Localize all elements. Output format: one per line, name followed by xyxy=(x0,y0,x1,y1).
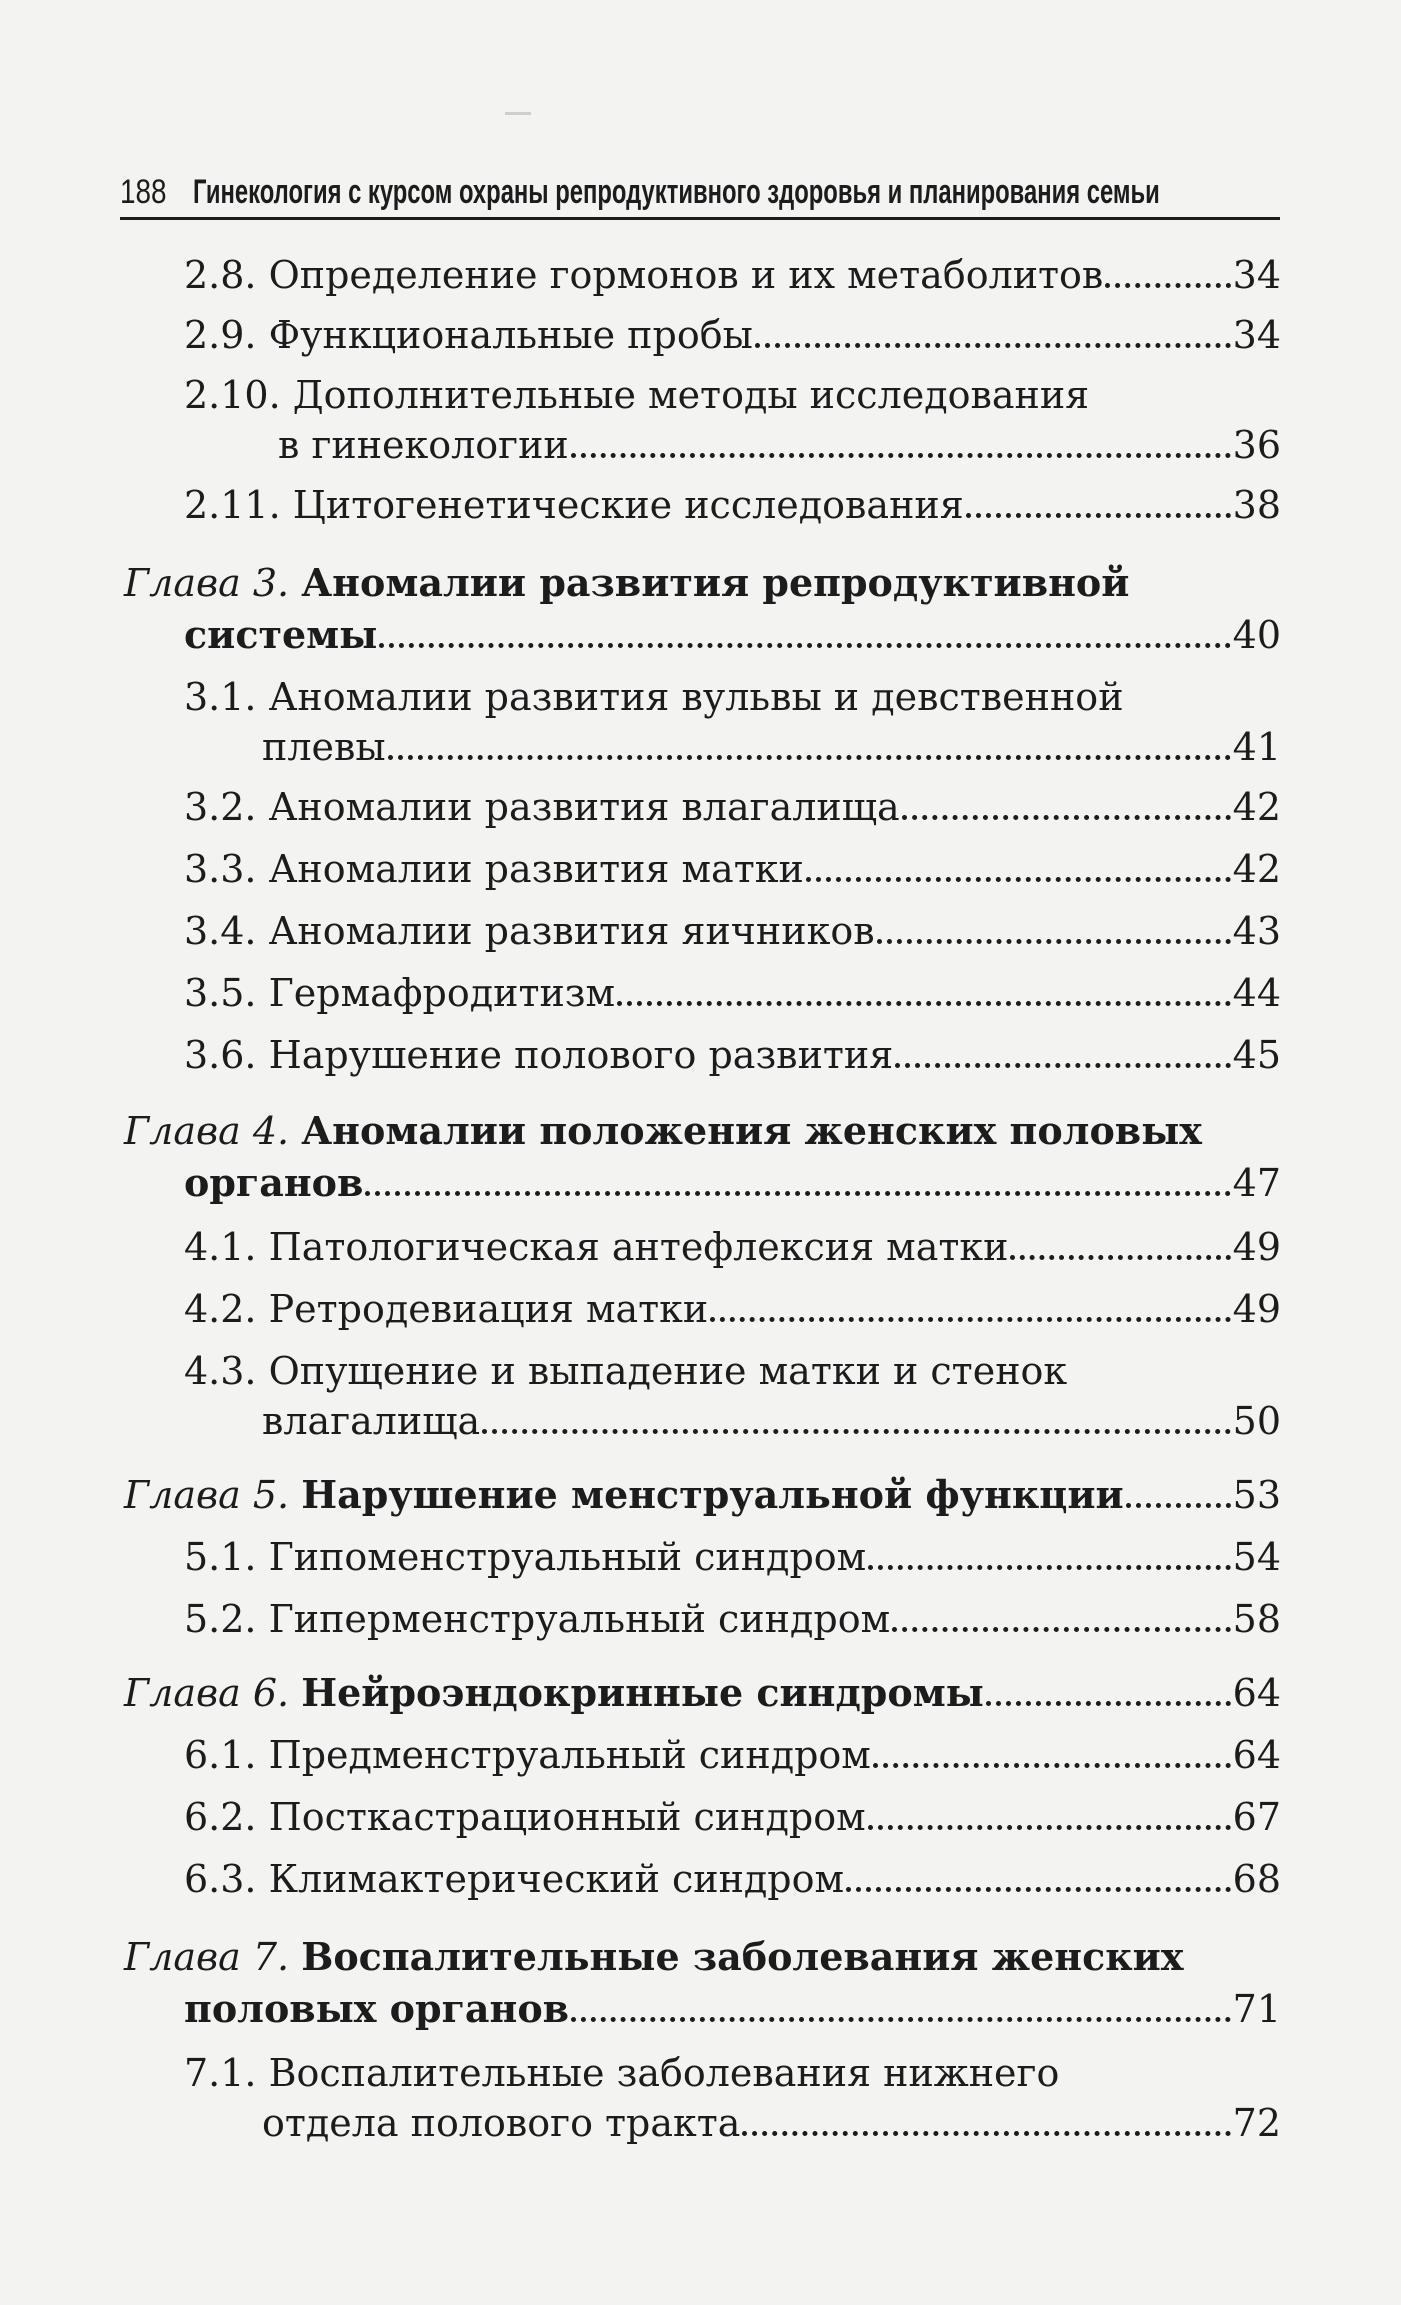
toc-entry: 7.1. Воспалительные заболевания нижнего xyxy=(184,2051,1060,2095)
running-title: Гинекология с курсом охраны репродуктивного здоровья и планирования семьи xyxy=(192,173,1160,211)
running-header xyxy=(120,160,1280,212)
toc-entry: 3.2. Аномалии развития влагалища 42 xyxy=(184,785,1281,829)
toc-chapter: Глава 6. Нейроэндокринные синдромы 64 xyxy=(124,1670,1281,1715)
toc-entry: 3.6. Нарушение полового развития 45 xyxy=(184,1033,1281,1077)
toc-entry: 3.4. Аномалии развития яичников 43 xyxy=(184,909,1281,953)
toc-entry: 5.2. Гиперменструальный синдром 58 xyxy=(184,1597,1281,1641)
toc-chapter-continuation: системы 40 xyxy=(184,612,1281,657)
toc-entry: 6.1. Предменструальный синдром 64 xyxy=(184,1733,1281,1777)
toc-entry-continuation: в гинекологии 36 xyxy=(278,423,1281,467)
toc-entry: 2.8. Определение гормонов и их метаболитов 34 xyxy=(184,253,1281,297)
page-number: 188 xyxy=(120,173,167,211)
toc-entry: 2.10. Дополнительные методы исследования xyxy=(184,373,1090,417)
toc-entry: 6.2. Посткастрационный синдром 67 xyxy=(184,1795,1281,1839)
toc-chapter: Глава 5. Нарушение менструальной функции 53 xyxy=(124,1472,1281,1517)
toc-chapter: Глава 3. Аномалии развития репродуктивной xyxy=(124,560,1130,605)
toc-entry: 3.5. Гермафродитизм 44 xyxy=(184,971,1281,1015)
toc-chapter: Глава 4. Аномалии положения женских половых xyxy=(124,1108,1202,1153)
toc-chapter: Глава 7. Воспалительные заболевания женских xyxy=(124,1934,1184,1979)
toc-entry-continuation: плевы 41 xyxy=(262,725,1281,769)
toc-entry-continuation: отдела полового тракта 72 xyxy=(262,2101,1281,2145)
toc-entry: 5.1. Гипоменструальный синдром 54 xyxy=(184,1535,1281,1579)
toc-entry: 2.11. Цитогенетические исследования 38 xyxy=(184,483,1281,527)
toc-entry: 4.2. Ретродевиация матки 49 xyxy=(184,1287,1281,1331)
toc-entry: 3.3. Аномалии развития матки 42 xyxy=(184,847,1281,891)
toc-chapter-continuation: половых органов 71 xyxy=(184,1986,1281,2031)
toc-entry: 2.9. Функциональные пробы 34 xyxy=(184,313,1281,357)
header-rule xyxy=(120,217,1280,220)
scan-mark xyxy=(505,112,531,115)
toc-entry-continuation: влагалища 50 xyxy=(262,1399,1281,1443)
toc-entry: 3.1. Аномалии развития вульвы и девственной xyxy=(184,675,1124,719)
toc-entry: 6.3. Климактерический синдром 68 xyxy=(184,1857,1281,1901)
toc-chapter-continuation: органов 47 xyxy=(184,1160,1281,1205)
toc-entry: 4.3. Опущение и выпадение матки и стенок xyxy=(184,1349,1068,1393)
toc-entry: 4.1. Патологическая антефлексия матки 49 xyxy=(184,1225,1281,1269)
